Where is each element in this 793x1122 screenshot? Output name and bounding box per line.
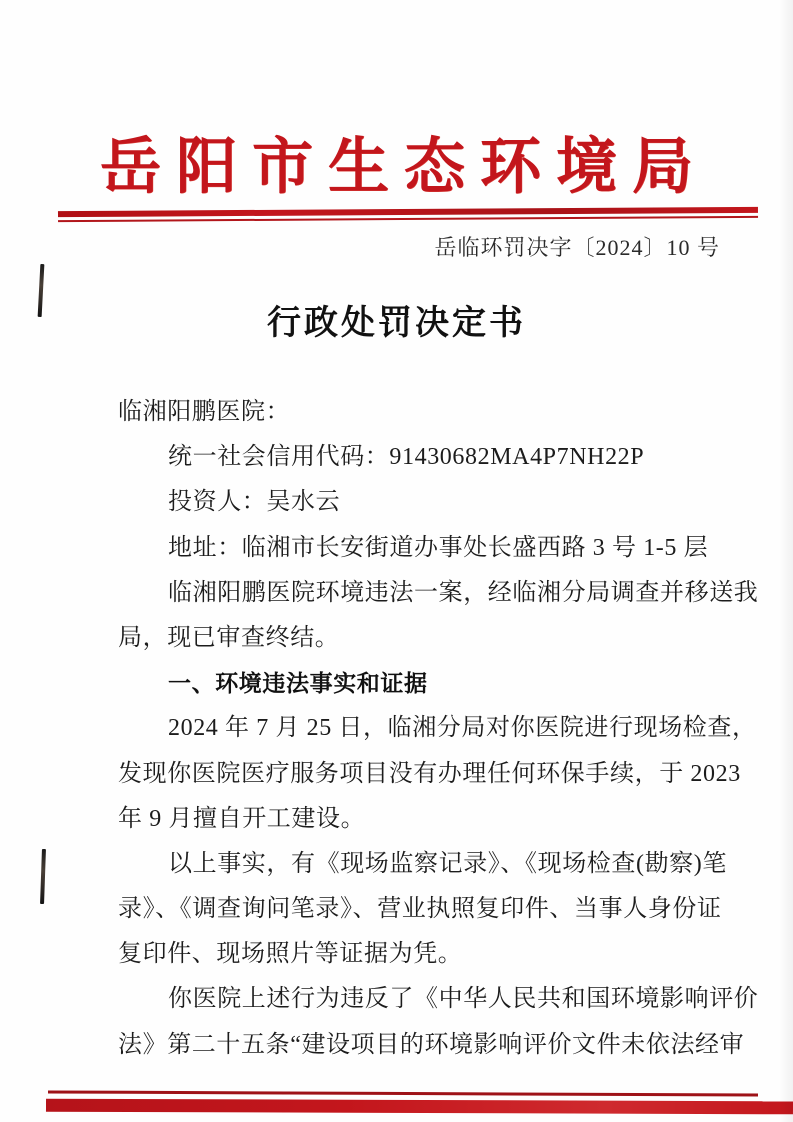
body-line: 统一社会信用代码：91430682MA4P7NH22P — [168, 444, 645, 471]
document-title: 行政处罚决定书 — [267, 305, 526, 342]
body-line: 临湘阳鹏医院： — [118, 399, 291, 425]
body-line: 你医院上述行为违反了《中华人民共和国环境影响评价 — [168, 986, 759, 1013]
body-line: 复印件、现场照片等证据为凭。 — [118, 941, 463, 968]
letterhead-agency-name: 岳阳市生态环境局 — [99, 134, 708, 201]
body-line: 法》第二十五条“建设项目的环境影响评价文件未依法经审 — [118, 1031, 745, 1058]
body-line: 2024 年 7 月 25 日，临湘分局对你医院进行现场检查， — [168, 715, 757, 742]
body-line: 投资人：吴水云 — [168, 489, 341, 516]
body-line: 临湘阳鹏医院环境违法一案，经临湘分局调查并移送我 — [168, 579, 759, 606]
body-line: 录》、《调查询问笔录》、营业执照复印件、当事人身份证 — [118, 896, 722, 923]
body-line: 年 9 月擅自开工建设。 — [118, 805, 366, 832]
body-line: 地址：临湘市长安街道办事处长盛西路 3 号 1-5 层 — [168, 534, 709, 561]
letterhead-double-rule — [58, 207, 758, 222]
document-number: 岳临环罚决字〔2024〕10 号 — [434, 235, 720, 260]
bottom-page-rule-thin — [48, 1090, 758, 1096]
body-line: 局，现已审查终结。 — [118, 624, 340, 651]
staple-mark-icon — [40, 849, 46, 904]
section-heading: 一、环境违法事实和证据 — [168, 670, 428, 697]
letterhead-rule-thin — [58, 216, 758, 222]
body-line: 以上事实，有《现场监察记录》、《现场检查(勘察)笔 — [168, 850, 727, 877]
bottom-page-rule-thick — [46, 1099, 793, 1115]
document-body — [118, 390, 759, 1068]
body-line: 发现你医院医疗服务项目没有办理任何环保手续，于 2023 — [118, 760, 741, 787]
